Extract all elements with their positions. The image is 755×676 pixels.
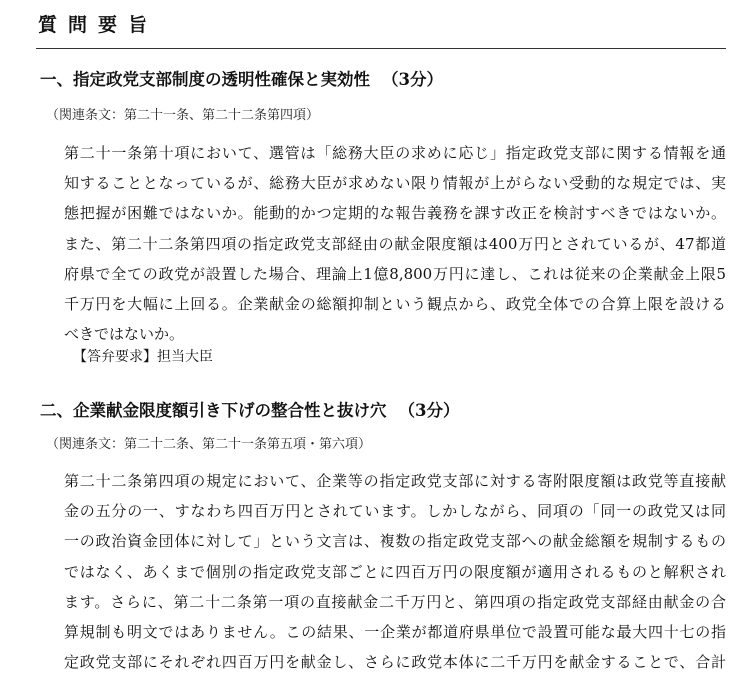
section-1-heading-text: 一、指定政党支部制度の透明性確保と実効性 [40, 70, 370, 89]
section-2-related-articles: （関連条文：第二十二条、第二十一条第五項・第六項） [46, 437, 372, 452]
section-2-line: 一の政治資金団体に対して」という文言は、複数の指定政党支部への献金総額を規制するもの [64, 532, 726, 551]
section-1-line: 知することとなっているが、総務大臣が求めない限り情報が上がらない受動的な規定では、実 [64, 174, 726, 193]
section-1-line: また、第二十二条第四項の指定政党支部経由の献金限度額は400万円とされているが、47都道 [64, 234, 726, 253]
section-1-line: 府県で全ての政党が設置した場合、理論上1億8,800万円に達し、これは従来の企業献金上限5 [64, 264, 726, 283]
section-2-line: 第二十二条第四項の規定において、企業等の指定政党支部に対する寄附限度額は政党等直接献 [64, 472, 726, 490]
section-1-points: （3分） [382, 70, 443, 89]
section-2-line: 定政党支部にそれぞれ四百万円を献金し、さらに政党本体に二千万円を献金することで、合計 [64, 653, 726, 672]
page-title: 質問要旨 [38, 14, 159, 36]
section-2-line: 金の五分の一、すなわち四百万円とされています。しかしながら、同項の「同一の政党又は同 [64, 502, 726, 521]
title-divider [36, 48, 726, 49]
section-1-line: 態把握が困難ではないか。能動的かつ定期的な報告義務を課す改正を検討すべきではないか。 [64, 204, 726, 223]
section-1-body [64, 138, 726, 349]
section-2-body [64, 466, 726, 676]
section-2-heading-text: 二、企業献金限度額引き下げの整合性と抜け穴 [40, 401, 387, 420]
section-1-heading [40, 68, 443, 92]
section-2-points: （3分） [398, 401, 460, 420]
section-1-answer-request: 【答弁要求】担当大臣 [73, 349, 213, 365]
section-2-heading [40, 399, 459, 423]
section-1-line: べきではないか。 [64, 325, 185, 344]
section-1-line: 千万円を大幅に上回る。企業献金の総額抑制という観点から、政党全体での合算上限を設ける [64, 295, 726, 314]
section-1-related-articles: （関連条文：第二十一条、第二十二条第四項） [46, 108, 320, 123]
section-2-line: 算規制も明文ではありません。この結果、一企業が都道府県単位で設置可能な最大四十七の指 [64, 623, 726, 642]
section-1-line: 第二十一条第十項において、選管は「総務大臣の求めに応じ」指定政党支部に関する情報を通 [64, 144, 726, 162]
section-2-line: ではなく、あくまで個別の指定政党支部ごとに四百万円の限度額が適用されるものと解釈され [64, 562, 726, 581]
section-2-line: ます。さらに、第二十二条第一項の直接献金二千万円と、第四項の指定政党支部経由献金の合 [64, 592, 726, 611]
